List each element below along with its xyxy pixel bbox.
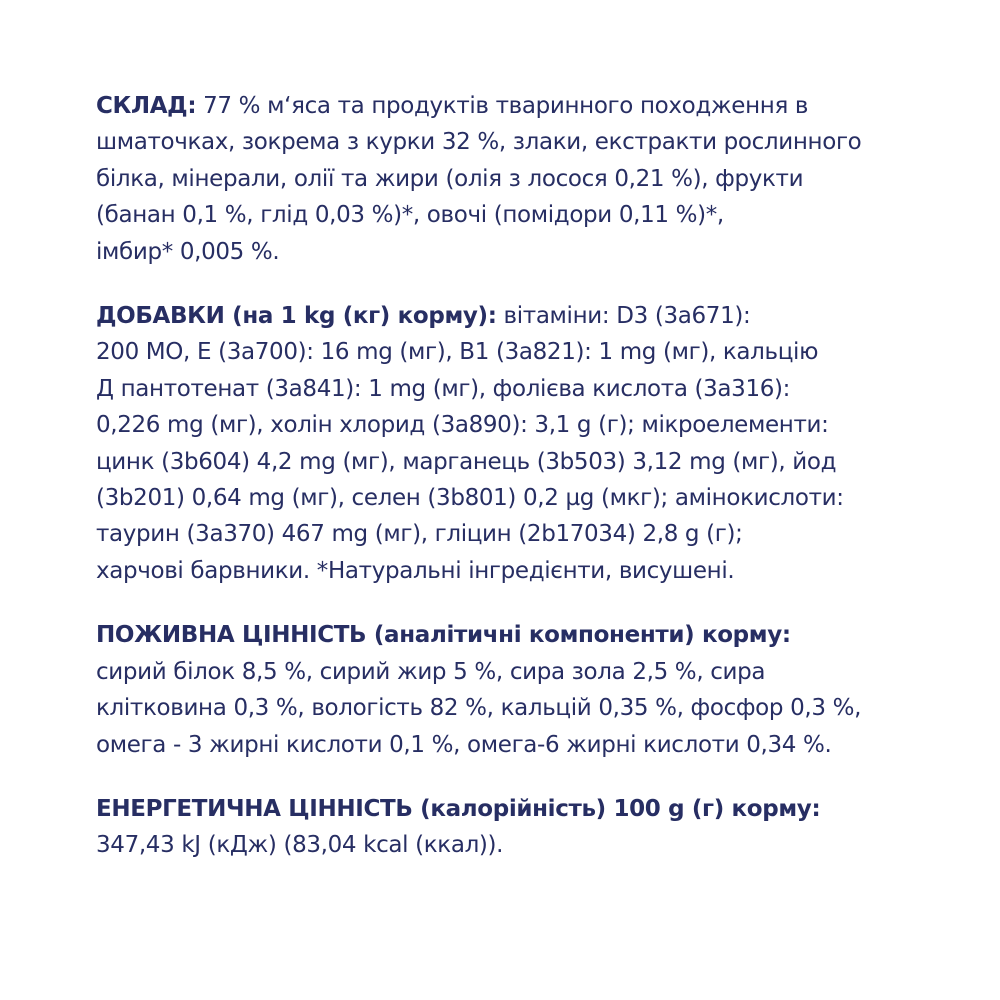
composition-line-3: білка, мінерали, олії та жири (олія з лосося 0,21 %), фрукти (96, 165, 804, 192)
nutrition-line-3: омега - 3 жирні кислоти 0,1 %, омега-6 жирні кислоти 0,34 %. (96, 731, 832, 758)
additives-line-4: 0,226 mg (мг), холін хлорид (3a890): 3,1 g (г); мікроелементи: (96, 412, 829, 439)
composition-line-4: (банан 0,1 %, глід 0,03 %)*, овочі (помідори 0,11 %)*, (96, 202, 724, 229)
nutrition-heading: ПОЖИВНА ЦІННІСТЬ (аналітичні компоненти) корму: (96, 622, 791, 649)
nutrition-line-2: клітковина 0,3 %, вологість 82 %, кальцій 0,35 %, фосфор 0,3 %, (96, 695, 862, 722)
additives-line-8: харчові барвники. *Натуральні інгредієнти, висушені. (96, 557, 735, 584)
composition-heading: СКЛАД: (96, 93, 197, 119)
composition-section (96, 88, 926, 270)
composition-line-2: шматочках, зокрема з курки 32 %, злаки, екстракти рослинного (96, 129, 862, 156)
energy-line-1: 347,43 kJ (кДж) (83,04 kcal (ккал)). (96, 832, 504, 859)
composition-line-5: імбир* 0,005 %. (96, 238, 280, 265)
nutrition-section (96, 617, 926, 763)
additives-line-7: таурин (3a370) 467 mg (мг), гліцин (2b17034) 2,8 g (г); (96, 521, 743, 548)
additives-section (96, 298, 926, 589)
energy-heading: ЕНЕРГЕТИЧНА ЦІННІСТЬ (калорійність) 100 g (г) корму: (96, 795, 821, 822)
additives-line-5: цинк (3b604) 4,2 mg (мг), марганець (3b503) 3,12 mg (мг), йод (96, 448, 837, 475)
additives-line-3: Д пантотенат (3a841): 1 mg (мг), фолієва кислота (3a316): (96, 375, 791, 402)
additives-text: вітаміни: D3 (3a671): (496, 303, 751, 330)
label-text (96, 88, 926, 892)
composition-line-1 (96, 88, 926, 124)
energy-section (96, 791, 926, 864)
nutrition-line-1: сирий білок 8,5 %, сирий жир 5 %, сира зола 2,5 %, сира (96, 658, 766, 685)
additives-line-2: 200 МО, Е (3a700): 16 mg (мг), В1 (3a821): 1 mg (мг), кальцію (96, 339, 819, 366)
additives-heading: ДОБАВКИ (на 1 kg (кг) корму): (96, 303, 497, 330)
composition-text: 77 % м‘яса та продуктів тваринного походження в (196, 93, 809, 119)
additives-line-6: (3b201) 0,64 mg (мг), селен (3b801) 0,2 µg (мкг); амінокислоти: (96, 485, 844, 512)
additives-line-1 (96, 298, 926, 334)
